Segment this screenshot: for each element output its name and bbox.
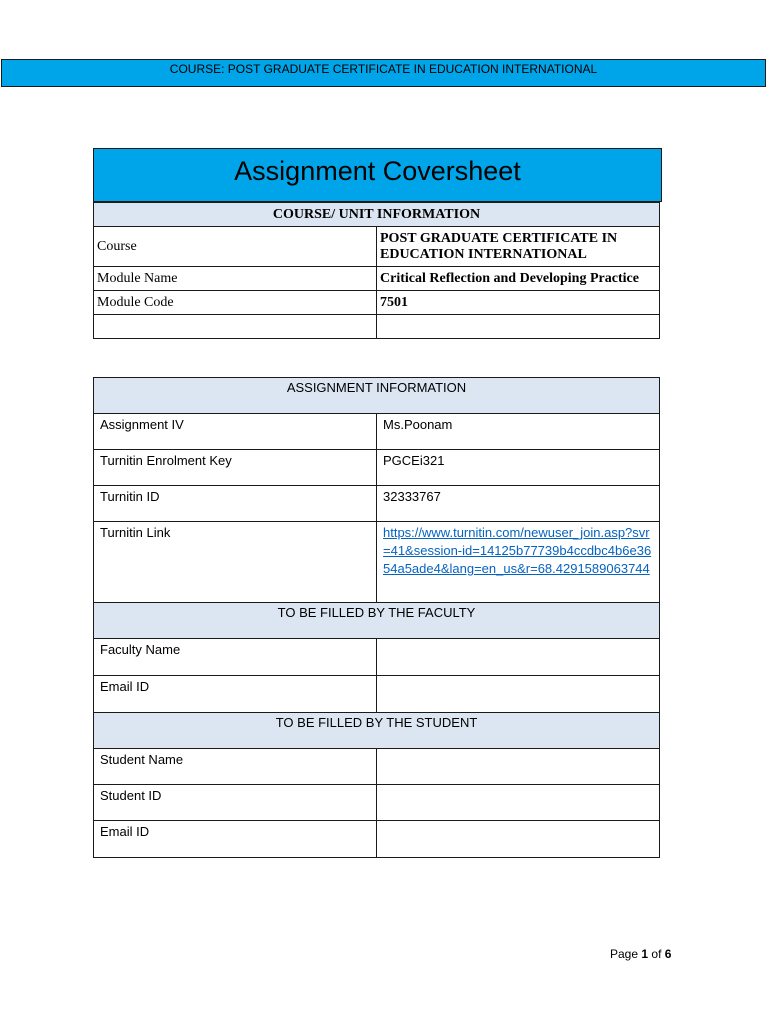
faculty-section-heading: TO BE FILLED BY THE FACULTY xyxy=(94,603,660,639)
assignment-info-table xyxy=(93,377,660,858)
faculty-email-label: Email ID xyxy=(94,676,377,713)
page-word: Page xyxy=(610,947,639,961)
table-row xyxy=(94,291,660,315)
student-section-heading: TO BE FILLED BY THE STUDENT xyxy=(94,713,660,749)
turnitin-link-cell xyxy=(377,522,660,603)
table-row xyxy=(94,315,660,339)
enrolment-key-value: PGCEi321 xyxy=(377,450,660,486)
table-row xyxy=(94,227,660,267)
course-info-table xyxy=(93,202,660,339)
faculty-name-label: Faculty Name xyxy=(94,639,377,676)
table-row xyxy=(94,450,660,486)
assignment-iv-label: Assignment IV xyxy=(94,414,377,450)
course-header-text: COURSE: POST GRADUATE CERTIFICATE IN EDUCATION INTERNATIONAL xyxy=(169,62,598,76)
table-row xyxy=(94,639,660,676)
faculty-name-field[interactable] xyxy=(377,639,660,676)
table-row xyxy=(94,522,660,603)
student-name-field[interactable] xyxy=(377,749,660,785)
empty-value-cell xyxy=(377,315,660,339)
turnitin-link[interactable]: https://www.turnitin.com/newuser_join.asp?svr=41&session-id=14125b77739b4ccdbc4b6e3654a5ade4&lang=en_us&r=68.4291589063744 xyxy=(383,525,652,576)
table-row xyxy=(94,821,660,858)
page-total: 6 xyxy=(664,947,672,961)
course-header-bar xyxy=(1,59,766,87)
table-row xyxy=(94,785,660,821)
assignment-info-heading: ASSIGNMENT INFORMATION xyxy=(94,378,660,414)
course-info-heading-row xyxy=(94,203,660,227)
student-name-label: Student Name xyxy=(94,749,377,785)
document-title xyxy=(93,148,662,202)
course-info-heading: COURSE/ UNIT INFORMATION xyxy=(94,203,660,227)
enrolment-key-label: Turnitin Enrolment Key xyxy=(94,450,377,486)
turnitin-id-label: Turnitin ID xyxy=(94,486,377,522)
turnitin-link-label: Turnitin Link xyxy=(94,522,377,603)
module-code-label: Module Code xyxy=(94,291,377,315)
module-name-label: Module Name xyxy=(94,267,377,291)
table-row xyxy=(94,414,660,450)
student-email-field[interactable] xyxy=(377,821,660,858)
page-current: 1 xyxy=(641,947,649,961)
student-id-label: Student ID xyxy=(94,785,377,821)
of-word: of xyxy=(651,947,662,961)
faculty-heading-row xyxy=(94,603,660,639)
table-row xyxy=(94,486,660,522)
turnitin-id-value: 32333767 xyxy=(377,486,660,522)
assignment-iv-value: Ms.Poonam xyxy=(377,414,660,450)
student-heading-row xyxy=(94,713,660,749)
page-number xyxy=(610,947,671,961)
empty-label-cell xyxy=(94,315,377,339)
table-row xyxy=(94,676,660,713)
module-name-value: Critical Reflection and Developing Practice xyxy=(377,267,660,291)
course-label: Course xyxy=(94,227,377,267)
document-title-text: Assignment Coversheet xyxy=(234,156,521,186)
table-row xyxy=(94,267,660,291)
student-email-label: Email ID xyxy=(94,821,377,858)
table-row xyxy=(94,749,660,785)
faculty-email-field[interactable] xyxy=(377,676,660,713)
module-code-value: 7501 xyxy=(377,291,660,315)
course-value: POST GRADUATE CERTIFICATE IN EDUCATION INTERNATIONAL xyxy=(377,227,660,267)
student-id-field[interactable] xyxy=(377,785,660,821)
assignment-info-heading-row xyxy=(94,378,660,414)
